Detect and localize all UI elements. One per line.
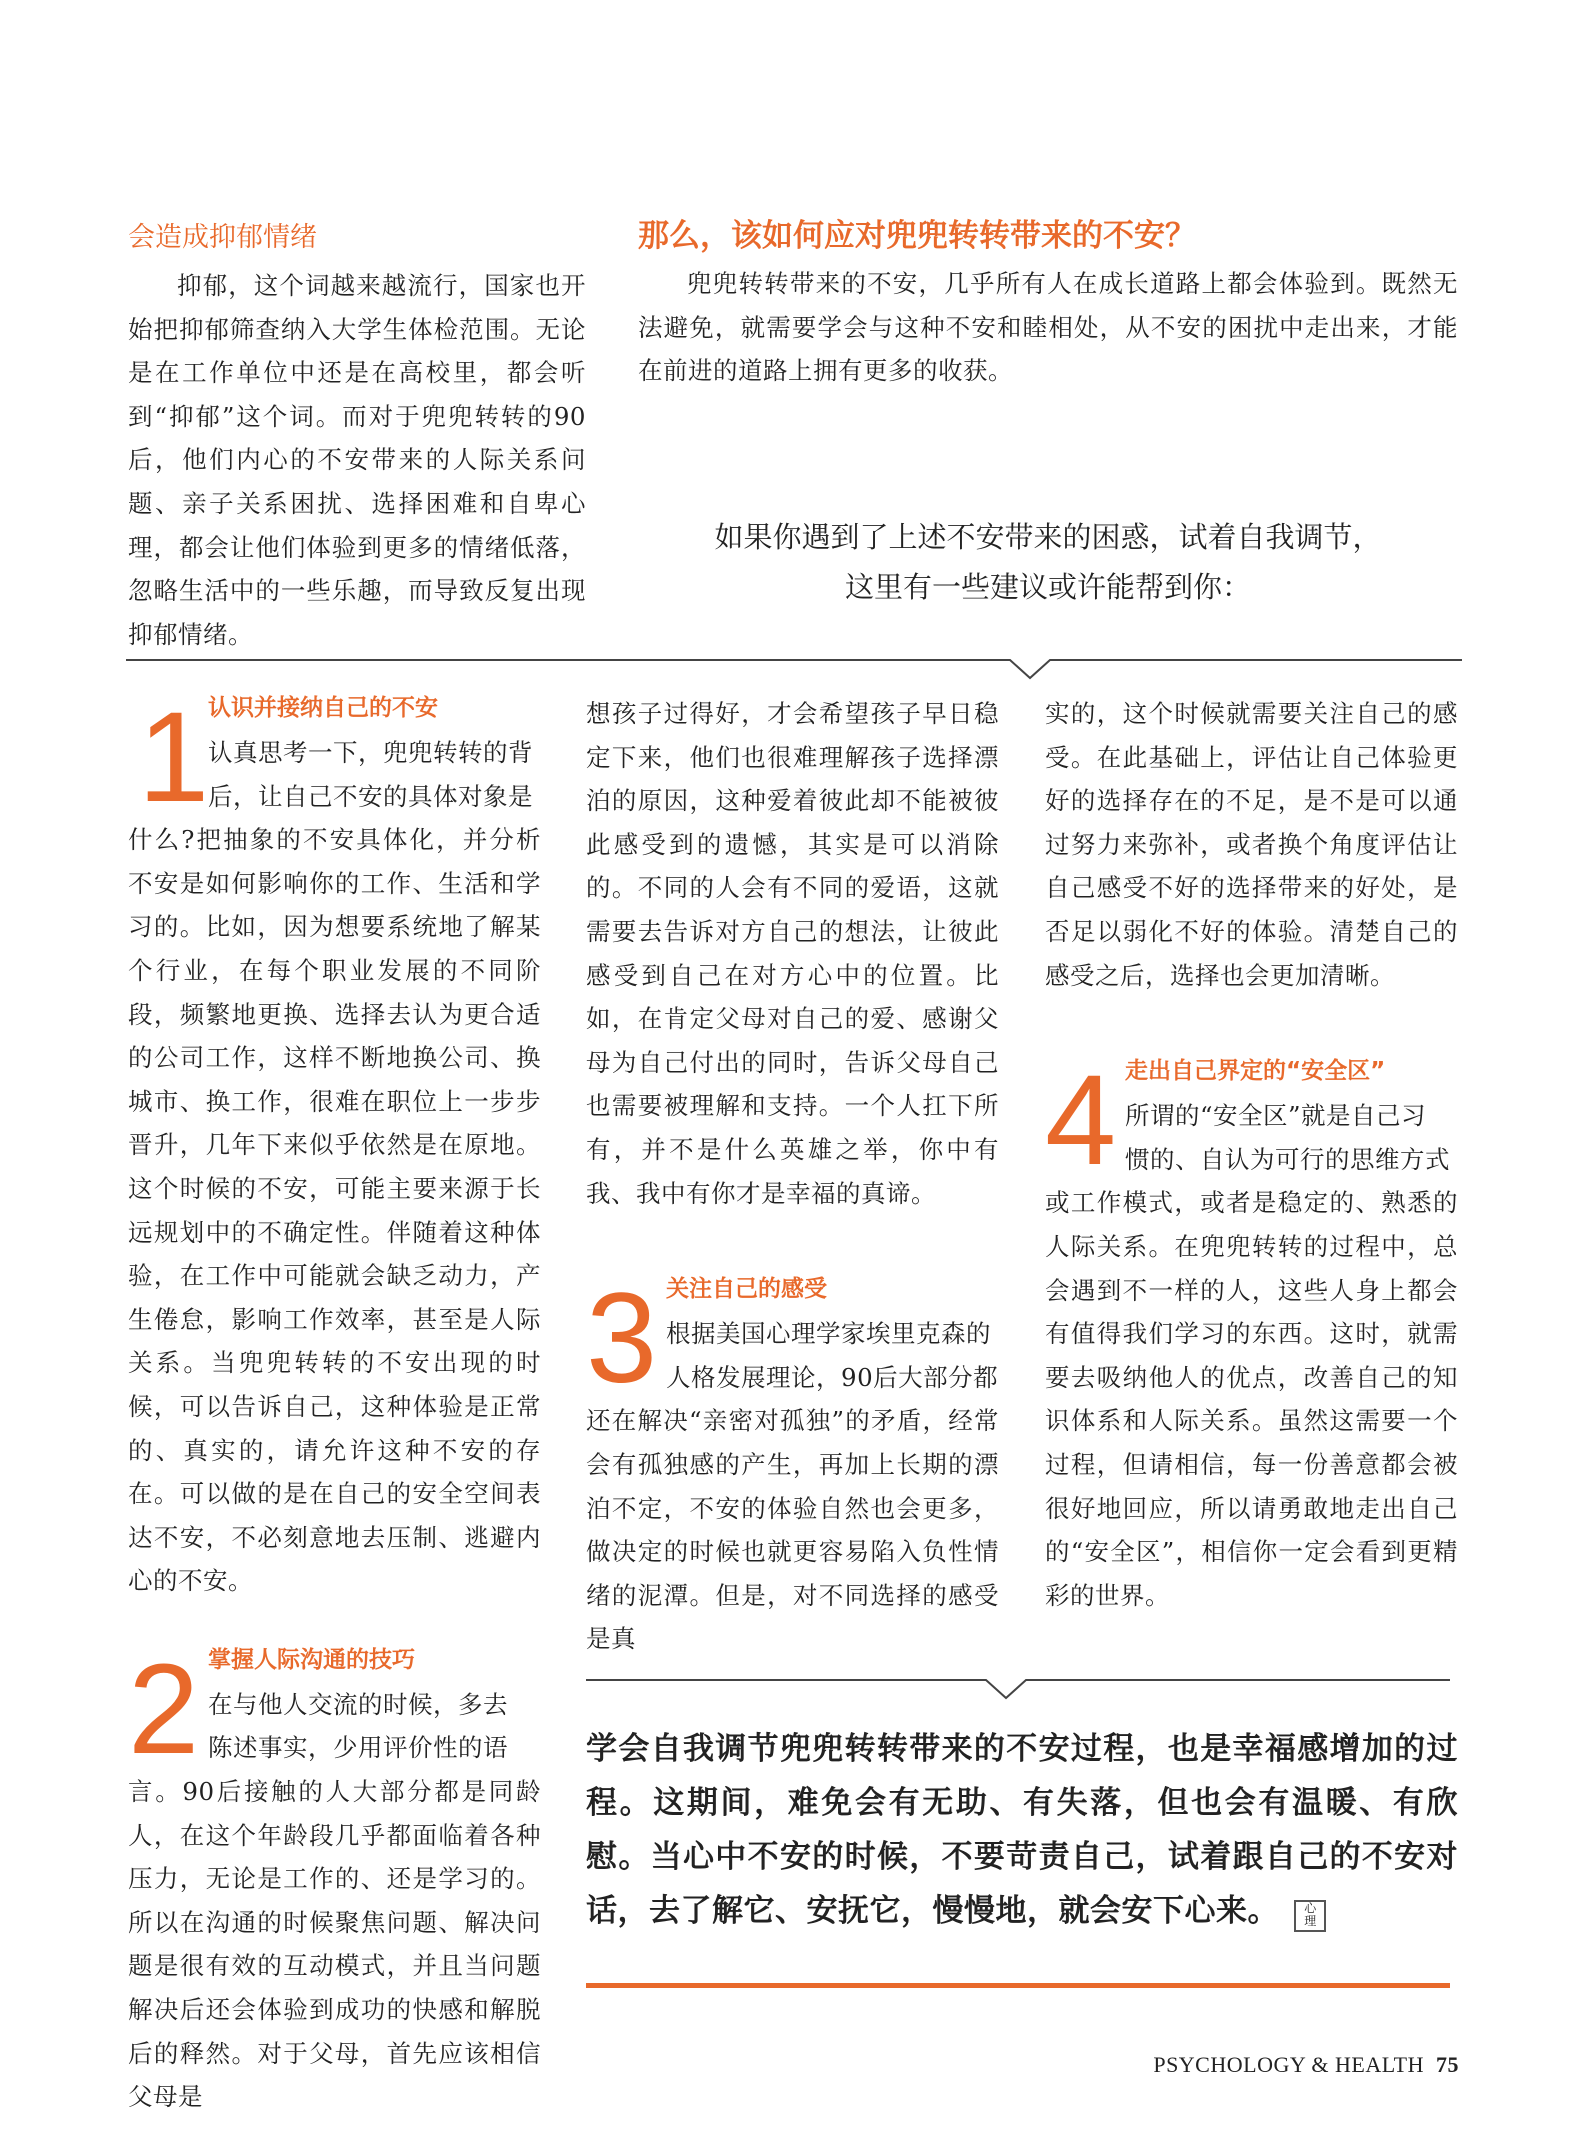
column-1 [128, 686, 541, 2119]
section-3-lead-2: 人格发展理论，90后大部分都 [666, 1362, 999, 1392]
conclusion [586, 1722, 1458, 1938]
section-3-body: 还在解决“亲密对孤独”的矛盾，经常会有孤独感的产生，再加上长期的漂泊不定，不安的体验自然也会更多，做决定的时候也就更容易陷入负性情绪的泥潭。但是，对不同选择的感受是真 [586, 1406, 999, 1654]
section-4-number: 4 [1045, 1049, 1117, 1193]
seal-icon [1294, 1900, 1326, 1932]
prompt-line-1: 如果你遇到了上述不安带来的困惑，试着自我调节， [714, 520, 1382, 554]
section-2-lead-1: 在与他人交流的时候，多去 [208, 1689, 508, 1719]
conclusion-body: 学会自我调节兜兜转转带来的不安过程，也是幸福感增加的过程。这期间，难免会有无助、有失落，但也会有温暖、有欣慰。当心中不安的时候，不要苛责自己，试着跟自己的不安对话，去了解它、安抚它，慢慢地，就会安下心来。 [586, 1731, 1458, 1929]
section-1-lead-2: 后，让自己不安的具体对象是 [208, 781, 533, 811]
right-intro-body: 兜兜转转带来的不安，几乎所有人在成长道路上都会体验到。既然无法避免，就需要学会与这种不安和睦相处，从不安的困扰中走出来，才能在前进的道路上拥有更多的收获。 [638, 269, 1458, 386]
orange-rule [586, 1983, 1450, 1988]
section-3-number: 3 [586, 1267, 658, 1411]
section-2-continued: 想孩子过得好，才会希望孩子早日稳定下来，他们也很难理解孩子选择漂泊的原因，这种爱着彼此却不能被彼此感受到的遗憾，其实是可以消除的。不同的人会有不同的爱语，这就需要去告诉对方自己的想法，让彼此感受到自己在对方心中的位置。比如，在肯定父母对自己的爱、感谢父母为自己付出的同时，告诉父母自己也需要被理解和支持。一个人扛下所有，并不是什么英雄之举，你中有我、我中有你才是幸福的真谛。 [586, 699, 999, 1208]
page-number: 75 [1436, 2052, 1459, 2077]
prompt-line-2: 这里有一些建议或许能帮到你： [844, 570, 1251, 604]
bottom-divider [586, 1672, 1450, 1702]
section-4-lead-2: 惯的、自认为可行的思维方式 [1125, 1144, 1450, 1174]
magazine-name: PSYCHOLOGY & HEALTH [1153, 2052, 1424, 2077]
seal-text: 心理 [1304, 1901, 1317, 1928]
section-2 [128, 1637, 541, 2119]
section-4-lead-1: 所谓的“安全区”就是自己习 [1125, 1101, 1427, 1131]
section-1 [128, 686, 541, 1603]
right-intro-title: 那么，该如何应对兜兜转转带来的不安？ [638, 218, 1196, 254]
section-3-title: 关注自己的感受 [666, 1276, 827, 1303]
right-intro [638, 214, 1458, 393]
section-1-title: 认识并接纳自己的不安 [208, 695, 438, 721]
left-intro-body: 抑郁，这个词越来越流行，国家也开始把抑郁筛查纳入大学生体检范围。无论是在工作单位中还是在高校里，都会听到“抑郁”这个词。而对于兜兜转转的90后，他们内心的不安带来的人际关系问题、亲子关系困扰、选择困难和自卑心理，都会让他们体验到更多的情绪低落，忽略生活中的一些乐趣，而导致反复出现抑郁情绪。 [128, 271, 586, 649]
section-3-lead-1: 根据美国心理学家埃里克森的 [666, 1319, 991, 1349]
section-1-number: 1 [138, 686, 210, 829]
section-2-title: 掌握人际沟通的技巧 [208, 1646, 415, 1673]
section-4-body: 或工作模式，或者是稳定的、熟悉的人际关系。在兜兜转转的过程中，总会遇到不一样的人，这些人身上都会有值得我们学习的东西。这时，就需要去吸纳他人的优点，改善自己的知识体系和人际关系。虽然这需要一个过程，但请相信，每一份善意都会被很好地回应，所以请勇敢地走出自己的“安全区”，相信你一定会看到更精彩的世界。 [1045, 1188, 1458, 1610]
left-intro-title: 会造成抑郁情绪 [128, 222, 317, 253]
prompt-box [638, 512, 1458, 612]
section-3 [586, 1267, 999, 1661]
section-4 [1045, 1049, 1458, 1617]
column-2 [586, 692, 999, 1661]
column-3 [1045, 692, 1458, 1617]
section-2-lead-2: 陈述事实，少用评价性的语 [208, 1733, 508, 1763]
section-2-number: 2 [128, 1637, 200, 1781]
footer [1153, 2052, 1459, 2078]
section-4-title: 走出自己界定的“安全区” [1125, 1058, 1386, 1085]
section-2-body: 言。90后接触的人大部分都是同龄人，在这个年龄段几乎都面临着各种压力，无论是工作的、还是学习的。所以在沟通的时候聚焦问题、解决问题是很有效的互动模式，并且当问题解决后还会体验到成功的快感和解脱后的释然。对于父母，首先应该相信父母是 [128, 1777, 541, 2112]
conclusion-text [586, 1722, 1458, 1938]
left-intro [128, 218, 586, 656]
section-3-continued: 实的，这个时候就需要关注自己的感受。在此基础上，评估让自己体验更好的选择存在的不足，是不是可以通过努力来弥补，或者换个角度评估让自己感受不好的选择带来的好处，是否足以弱化不好的体验。清楚自己的感受之后，选择也会更加清晰。 [1045, 699, 1458, 990]
section-1-body: 什么?把抽象的不安具体化，并分析不安是如何影响你的工作、生活和学习的。比如，因为想要系统地了解某个行业，在每个职业发展的不同阶段，频繁地更换、选择去认为更合适的公司工作，这样不断地换公司、换城市、换工作，很难在职位上一步步晋升，几年下来似乎依然是在原地。这个时候的不安，可能主要来源于长远规划中的不确定性。伴随着这种体验，在工作中可能就会缺乏动力，产生倦怠，影响工作效率，甚至是人际关系。当兜兜转转的不安出现的时候，可以告诉自己，这种体验是正常的、真实的，请允许这种不安的存在。可以做的是在自己的安全空间表达不安，不必刻意地去压制、逃避内心的不安。 [128, 825, 541, 1596]
section-1-lead-1: 认真思考一下，兜兜转转的背 [208, 738, 533, 767]
top-divider [126, 648, 1462, 682]
